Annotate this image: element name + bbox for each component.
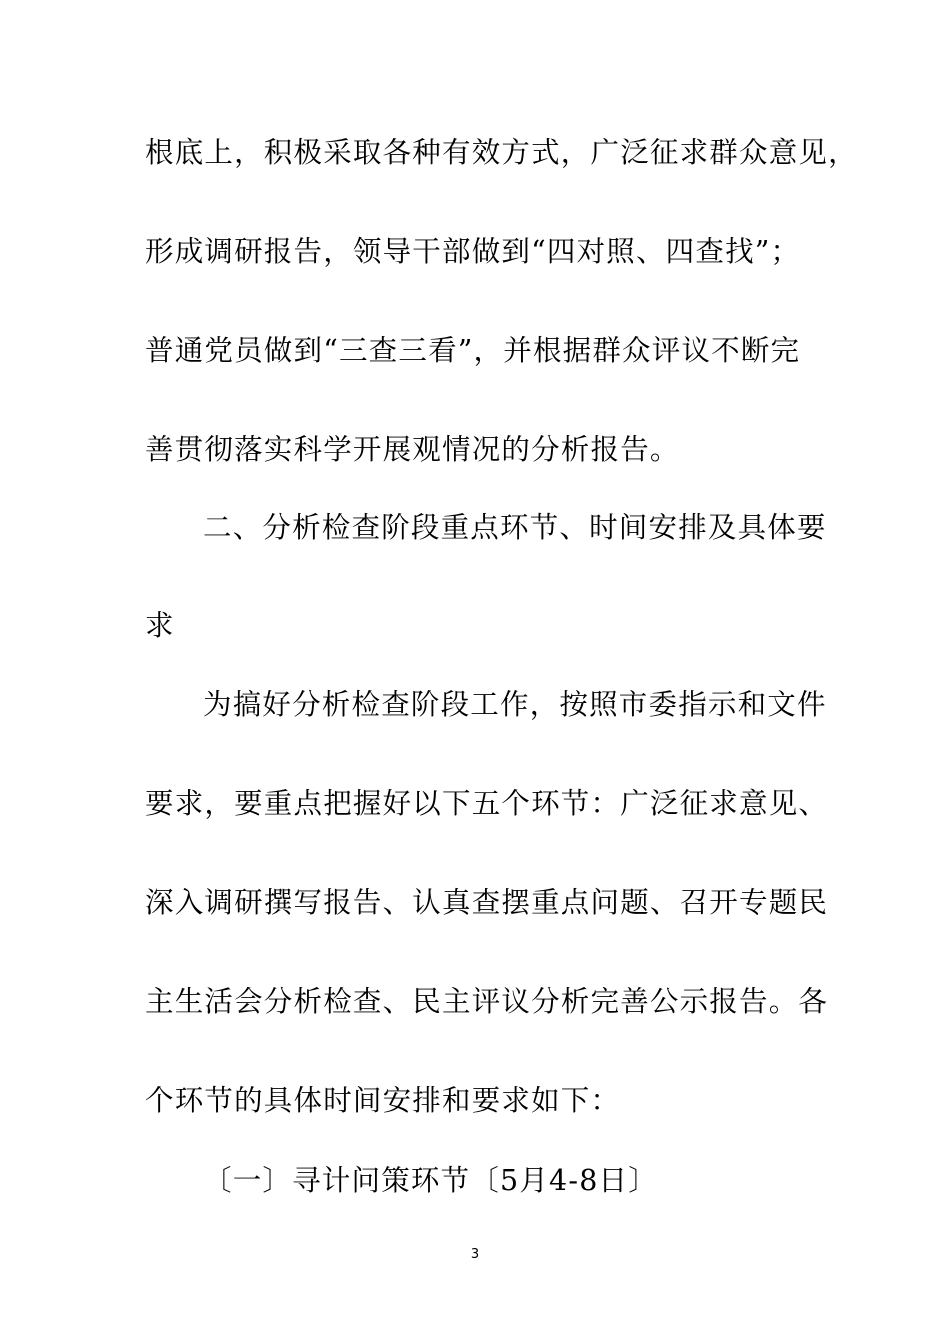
text-line-8: 要求，要重点把握好以下五个环节：广泛征求意见、 — [145, 787, 829, 820]
text-line-2: 形成调研报告，领导干部做到“四对照、四查找”； — [145, 235, 801, 268]
text-line-1: 根底上，积极采取各种有效方式，广泛征求群众意见， — [145, 136, 858, 169]
subsection-heading: 〔一〕寻计问策环节〔5月4-8日〕 — [203, 1164, 658, 1197]
text-line-10: 主生活会分析检查、民主评议分析完善公示报告。各 — [145, 985, 829, 1018]
text-line-7: 为搞好分析检查阶段工作，按照市委指示和文件 — [203, 688, 827, 721]
text-line-11: 个环节的具体时间安排和要求如下： — [145, 1084, 621, 1117]
text-line-4: 善贯彻落实科学开展观情况的分析报告。 — [145, 433, 680, 466]
section-heading-line-2: 求 — [145, 609, 175, 642]
text-line-9: 深入调研撰写报告、认真查摆重点问题、召开专题民 — [145, 886, 829, 919]
text-line-3: 普通党员做到“三查三看”，并根据群众评议不断完 — [145, 334, 801, 367]
section-heading-line-1: 二、分析检查阶段重点环节、时间安排及具体要 — [203, 511, 827, 544]
page-number: 3 — [470, 1247, 480, 1262]
